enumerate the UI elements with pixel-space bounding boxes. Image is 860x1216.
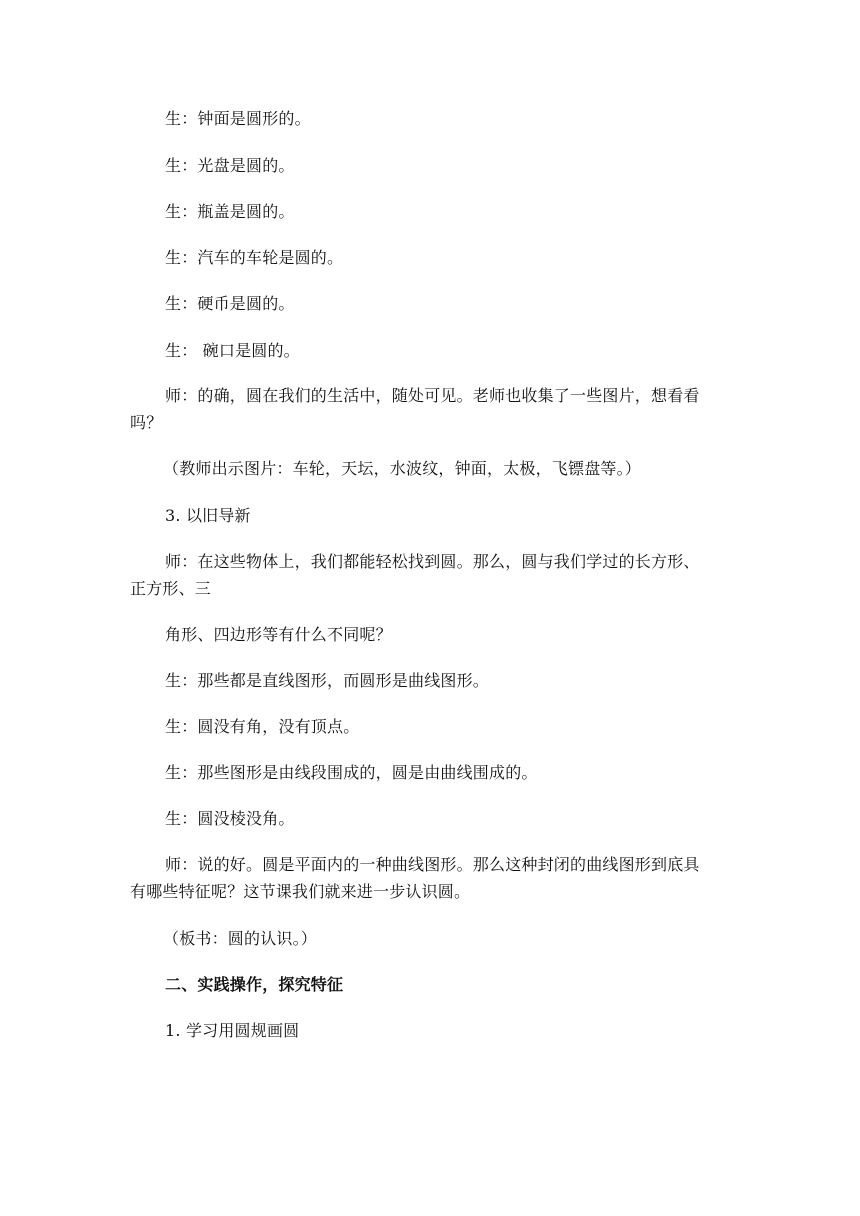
dialogue-line: 生：硬币是圆的。 bbox=[165, 294, 295, 313]
dialogue-line-continuation: 有哪些特征呢？这节课我们就来进一步认识圆。 bbox=[130, 882, 471, 901]
dialogue-line: 生： 碗口是圆的。 bbox=[165, 341, 300, 360]
dialogue-line: 生：汽车的车轮是圆的。 bbox=[165, 248, 344, 267]
dialogue-line: 生：光盘是圆的。 bbox=[165, 156, 295, 175]
dialogue-line: 师：说的好。圆是平面内的一种曲线图形。那么这种封闭的曲线图形到底具 bbox=[165, 855, 700, 874]
dialogue-line-continuation: 正方形、三 bbox=[130, 579, 212, 598]
blackboard-note: （板书：圆的认识。） bbox=[163, 929, 318, 948]
dialogue-line-continuation: 角形、四边形等有什么不同呢？ bbox=[165, 625, 392, 644]
section-subheading: 1. 学习用圆规画圆 bbox=[165, 1021, 300, 1040]
dialogue-line: 生：那些都是直线图形，而圆形是曲线图形。 bbox=[165, 671, 490, 690]
dialogue-line: 生：那些图形是由线段围成的，圆是由曲线围成的。 bbox=[165, 763, 538, 782]
dialogue-line: 生：瓶盖是圆的。 bbox=[165, 202, 295, 221]
dialogue-line-continuation: 吗？ bbox=[130, 413, 163, 432]
dialogue-line: 生：圆没棱没角。 bbox=[165, 809, 295, 828]
dialogue-line: 生：钟面是圆形的。 bbox=[165, 109, 311, 128]
dialogue-line: 师：的确，圆在我们的生活中，随处可见。老师也收集了一些图片，想看看 bbox=[165, 386, 700, 405]
dialogue-line: 师：在这些物体上，我们都能轻松找到圆。那么，圆与我们学过的长方形、 bbox=[165, 552, 700, 571]
dialogue-line: 生：圆没有角，没有顶点。 bbox=[165, 717, 360, 736]
section-subheading: 3. 以旧导新 bbox=[165, 506, 251, 525]
stage-direction: （教师出示图片：车轮，天坛，水波纹，钟面，太极，飞镖盘等。） bbox=[163, 459, 642, 478]
section-heading: 二、实践操作，探究特征 bbox=[165, 975, 344, 994]
